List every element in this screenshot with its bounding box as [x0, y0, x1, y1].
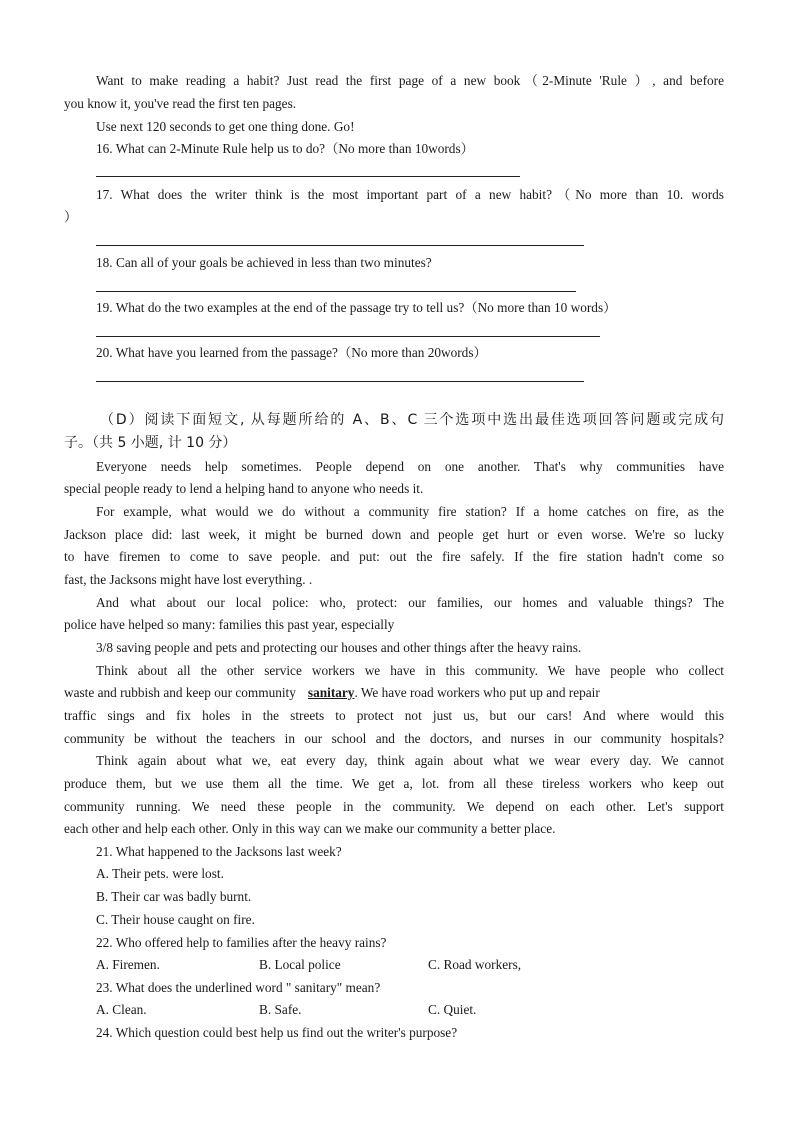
- passage-text-line: 3/8 saving people and pets and protecting our houses and other things after the heavy rains.: [96, 640, 582, 655]
- option-22-a[interactable]: A. Firemen.: [96, 957, 160, 972]
- passage-text-line: community running. We need these people in the community. We depend on each other. Let's support: [64, 799, 724, 814]
- option-23-c[interactable]: C. Quiet.: [428, 1002, 477, 1017]
- passage-text-line: to have firemen to come to save people. and put: out the fire safely. If the fire station hadn't come so: [64, 549, 724, 564]
- option-23-a[interactable]: A. Clean.: [96, 1002, 147, 1017]
- section-d-instructions: （D）阅读下面短文, 从每题所给的 A、B、C 三个选项中选出最佳选项回答问题或完成句: [100, 412, 724, 428]
- question-23: 23. What does the underlined word " sanitary" mean?: [96, 980, 381, 995]
- question-16: 16. What can 2-Minute Rule help us to do?（No more than 10words）: [96, 141, 474, 156]
- passage-text-line: Jackson place did: last week, it might be burned down and people get hurt or even worse. We're so lucky: [64, 527, 724, 542]
- question-19: 19. What do the two examples at the end of the passage try to tell us?（No more than 10 words）: [96, 300, 617, 315]
- passage-text-line: special people ready to lend a helping hand to anyone who needs it.: [64, 481, 424, 496]
- passage-text-line: Use next 120 seconds to get one thing done. Go!: [96, 119, 355, 134]
- underlined-word-sanitary: sanitary: [307, 685, 355, 700]
- passage-text-line: For example, what would we do without a community fire station? If a home catches on fire, as the: [96, 504, 724, 519]
- passage-text-line: community be without the teachers in our school and the doctors, and nurses in our community hospitals?: [64, 731, 724, 746]
- passage-text-line: Think about all the other service workers we have in this community. We have people who collect: [96, 663, 724, 678]
- question-20: 20. What have you learned from the passage?（No more than 20words）: [96, 345, 487, 360]
- option-21-c[interactable]: C. Their house caught on fire.: [96, 912, 255, 927]
- section-d-instructions: 子。（共 5 小题, 计 10 分）: [64, 435, 237, 451]
- answer-line[interactable]: [96, 176, 520, 177]
- answer-line[interactable]: [96, 381, 584, 382]
- passage-text-line: Want to make reading a habit? Just read the first page of a new book（2-Minute 'Rule ）, and before: [96, 73, 724, 88]
- passage-text-line: fast, the Jacksons might have lost everything. .: [64, 572, 313, 587]
- passage-text-line: Everyone needs help sometimes. People depend on one another. That's why communities have: [96, 459, 724, 474]
- question-17: 17. What does the writer think is the most important part of a new habit?（No more than 10. words: [96, 187, 724, 202]
- option-22-c[interactable]: C. Road workers,: [428, 957, 522, 972]
- question-21: 21. What happened to the Jacksons last week?: [96, 844, 342, 859]
- passage-text-line: you know it, you've read the first ten pages.: [64, 96, 297, 111]
- question-24: 24. Which question could best help us find out the writer's purpose?: [96, 1025, 458, 1040]
- passage-text-line: [64, 682, 600, 704]
- passage-text-line: traffic sings and fix holes in the streets to protect not just us, but our cars! And where would this: [64, 708, 724, 723]
- question-22: 22. Who offered help to families after the heavy rains?: [96, 935, 387, 950]
- passage-text-line: Think again about what we, eat every day, think again about what we wear every day. We cannot: [96, 753, 724, 768]
- answer-line[interactable]: [96, 245, 584, 246]
- question-17-close: ）: [64, 209, 78, 224]
- option-22-b[interactable]: B. Local police: [259, 957, 341, 972]
- option-21-b[interactable]: B. Their car was badly burnt.: [96, 889, 252, 904]
- option-21-a[interactable]: A. Their pets. were lost.: [96, 866, 224, 881]
- passage-text-line: And what about our local police: who, protect: our families, our homes and valuable things? The: [96, 595, 724, 610]
- answer-line[interactable]: [96, 291, 576, 292]
- passage-text-segment: . We have road workers who put up and repair: [354, 685, 600, 700]
- option-23-b[interactable]: B. Safe.: [259, 1002, 302, 1017]
- passage-text-segment: waste and rubbish and keep our community: [64, 685, 296, 700]
- passage-text-line: produce them, but we use them all the time. We get a, lot. from all these tireless workers who keep out: [64, 776, 724, 791]
- question-18: 18. Can all of your goals be achieved in less than two minutes?: [96, 255, 432, 270]
- passage-text-line: police have helped so many: families this past year, especially: [64, 617, 395, 632]
- passage-text-line: each other and help each other. Only in this way can we make our community a better place.: [64, 821, 556, 836]
- answer-line[interactable]: [96, 336, 600, 337]
